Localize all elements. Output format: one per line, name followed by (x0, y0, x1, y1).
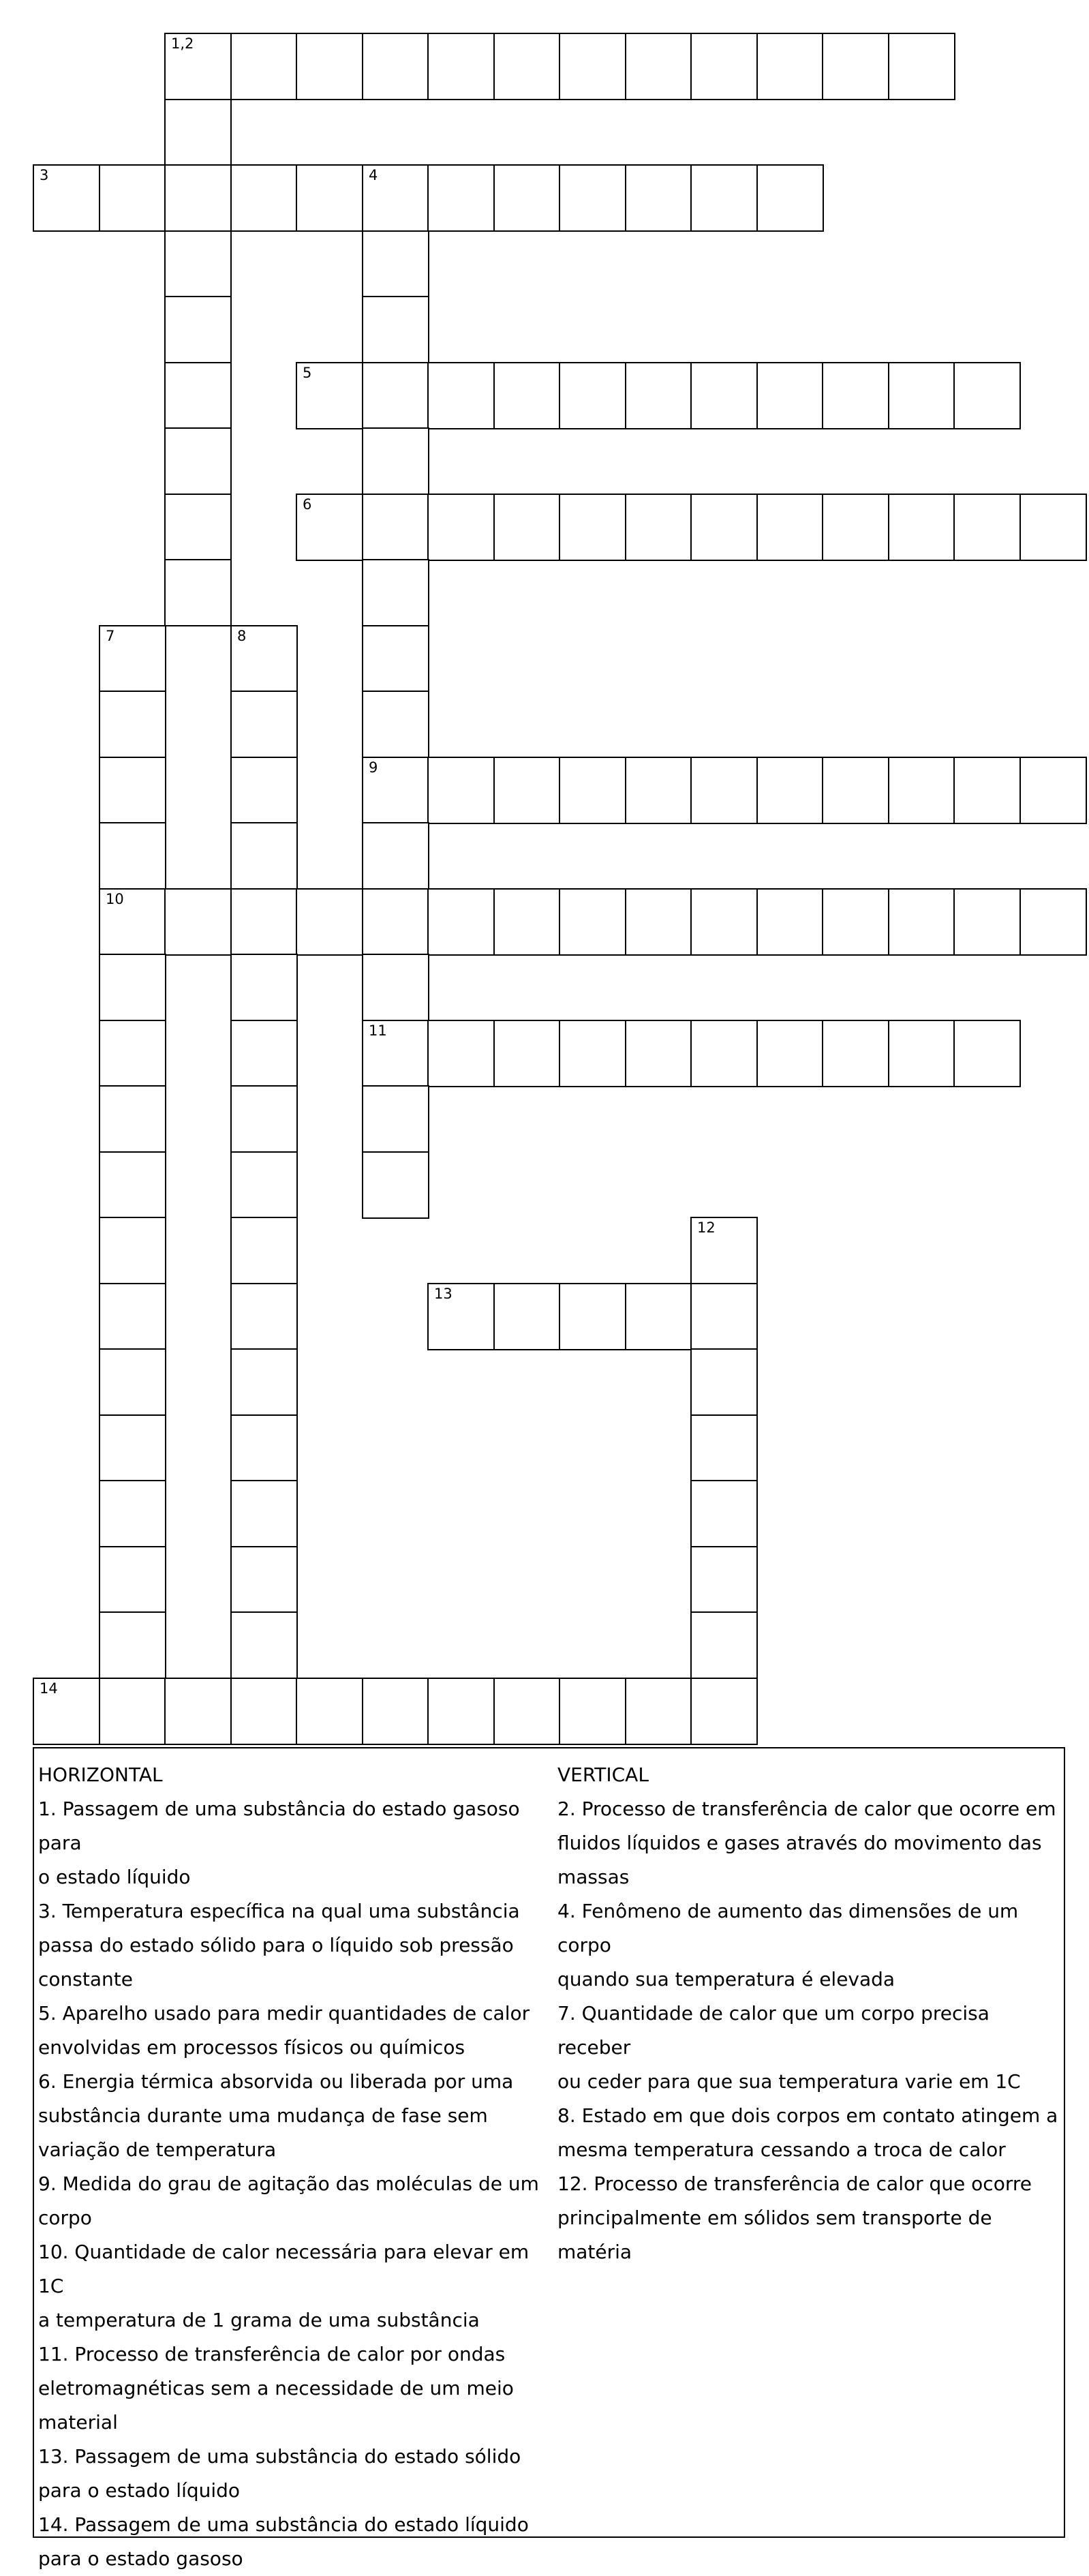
horizontal-clue-line: a temperatura de 1 grama de uma substância (38, 2309, 480, 2331)
horizontal-clue-line: variação de temperatura (38, 2138, 277, 2161)
crossword-cell[interactable] (362, 1085, 429, 1153)
crossword-cell[interactable] (427, 888, 495, 956)
crossword-cell[interactable] (690, 1348, 758, 1416)
crossword-cell[interactable] (99, 1611, 166, 1679)
horizontal-clue-line: o estado líquido (38, 1866, 191, 1888)
crossword-cell[interactable] (493, 33, 561, 100)
crossword-cell[interactable] (164, 296, 232, 363)
crossword-cell[interactable] (99, 1151, 166, 1219)
vertical-clue-line: principalmente em sólidos sem transporte de matéria (557, 2207, 992, 2263)
crossword-cell[interactable] (230, 1414, 298, 1482)
crossword-cell[interactable] (493, 1020, 561, 1087)
horizontal-clue-line: corpo (38, 2207, 92, 2229)
crossword-cell[interactable] (230, 888, 298, 956)
crossword-cell[interactable] (625, 362, 692, 429)
crossword-cell[interactable] (888, 888, 955, 956)
crossword-cell[interactable] (953, 757, 1021, 824)
crossword-cell[interactable] (99, 1085, 166, 1153)
crossword-cell[interactable] (230, 954, 298, 1021)
crossword-cell[interactable] (756, 1020, 824, 1087)
crossword-cell[interactable] (690, 1283, 758, 1350)
crossword-cell[interactable] (888, 757, 955, 824)
crossword-cell[interactable] (99, 757, 166, 824)
clues-box (33, 1747, 1065, 2570)
crossword-cell[interactable] (690, 1414, 758, 1482)
crossword-cell[interactable] (362, 230, 429, 298)
crossword-cell[interactable] (559, 757, 626, 824)
crossword-cell[interactable] (493, 494, 561, 561)
clue-number: 10 (106, 891, 124, 907)
crossword-cell[interactable] (164, 230, 232, 298)
crossword-cell[interactable] (1019, 757, 1087, 824)
crossword-cell[interactable] (99, 1217, 166, 1284)
crossword-cell[interactable] (690, 1546, 758, 1613)
crossword-cell[interactable] (230, 164, 298, 232)
crossword-cell[interactable] (230, 1283, 298, 1350)
crossword-cell[interactable] (362, 296, 429, 363)
crossword-cell[interactable] (625, 1283, 692, 1350)
crossword-cell[interactable] (164, 99, 232, 166)
crossword-cell[interactable] (99, 1020, 166, 1087)
crossword-cell[interactable] (99, 625, 166, 693)
crossword-cell[interactable] (1019, 888, 1087, 956)
horizontal-clue-line: passa do estado sólido para o líquido sob pressão (38, 1934, 514, 1956)
crossword-cell[interactable] (164, 494, 232, 561)
horizontal-clue-line: para o estado líquido (38, 2479, 241, 2502)
crossword-cell[interactable] (690, 362, 758, 429)
clue-number: 6 (303, 496, 312, 513)
crossword-cell[interactable] (164, 888, 232, 956)
crossword-cell[interactable] (559, 1678, 626, 1745)
horizontal-clue-line: 10. Quantidade de calor necessária para elevar em 1C (38, 2241, 530, 2297)
crossword-cell[interactable] (756, 164, 824, 232)
vertical-clue-line: ou ceder para que sua temperatura varie em 1C (557, 2070, 1021, 2093)
crossword-cell[interactable] (99, 1348, 166, 1416)
horizontal-clue-line: 5. Aparelho usado para medir quantidades de calor (38, 2002, 530, 2025)
crossword-cell[interactable] (690, 164, 758, 232)
crossword-cell[interactable] (230, 625, 298, 693)
crossword-cell[interactable] (99, 1678, 166, 1745)
crossword-cell[interactable] (559, 164, 626, 232)
crossword-cell[interactable] (230, 33, 298, 100)
crossword-cell[interactable] (559, 362, 626, 429)
crossword-cell[interactable] (822, 33, 889, 100)
crossword-cell[interactable] (362, 691, 429, 758)
crossword-cell[interactable] (493, 1678, 561, 1745)
crossword-cell[interactable] (888, 494, 955, 561)
clue-number: 11 (369, 1022, 387, 1039)
crossword-cell[interactable] (888, 1020, 955, 1087)
crossword-cell[interactable] (559, 1283, 626, 1350)
crossword-cell[interactable] (230, 1085, 298, 1153)
crossword-cell[interactable] (164, 427, 232, 495)
crossword-cell[interactable] (362, 427, 429, 495)
crossword-cell[interactable] (690, 888, 758, 956)
crossword-cell[interactable] (230, 691, 298, 758)
crossword-cell[interactable] (625, 1020, 692, 1087)
crossword-cell[interactable] (888, 33, 955, 100)
crossword-cell[interactable] (164, 559, 232, 626)
crossword-cell[interactable] (690, 1678, 758, 1745)
crossword-cell[interactable] (33, 1678, 100, 1745)
crossword-cell[interactable] (362, 559, 429, 626)
clue-number: 14 (40, 1680, 58, 1697)
crossword-cell[interactable] (427, 494, 495, 561)
crossword-cell[interactable] (362, 757, 429, 824)
crossword-cell[interactable] (559, 494, 626, 561)
crossword-cell[interactable] (362, 888, 429, 956)
clue-number: 1,2 (171, 35, 194, 52)
horizontal-clue-line: 14. Passagem de uma substância do estado líquido (38, 2513, 529, 2536)
crossword-cell[interactable] (230, 757, 298, 824)
crossword-cell[interactable] (164, 1678, 232, 1745)
crossword-cell[interactable] (296, 494, 363, 561)
horizontal-clue-line: envolvidas em processos físicos ou químicos (38, 2036, 465, 2059)
vertical-clues (557, 1758, 1062, 2269)
crossword-cell[interactable] (493, 888, 561, 956)
horizontal-clue-line: eletromagnéticas sem a necessidade de um meio (38, 2377, 514, 2399)
clue-number: 12 (697, 1219, 716, 1236)
crossword-cell[interactable] (756, 494, 824, 561)
crossword-cell[interactable] (690, 757, 758, 824)
crossword-cell[interactable] (493, 757, 561, 824)
crossword-cell[interactable] (427, 757, 495, 824)
vertical-clue-line: 7. Quantidade de calor que um corpo precisa receber (557, 2002, 990, 2059)
vertical-clue-line: 2. Processo de transferência de calor que ocorre em (557, 1798, 1056, 1820)
crossword-cell[interactable] (625, 1678, 692, 1745)
crossword-cell[interactable] (230, 1480, 298, 1547)
crossword-cell[interactable] (625, 164, 692, 232)
crossword-cell[interactable] (756, 33, 824, 100)
crossword-cell[interactable] (888, 362, 955, 429)
crossword-cell[interactable] (362, 822, 429, 890)
crossword-cell[interactable] (953, 1020, 1021, 1087)
crossword-cell[interactable] (427, 1020, 495, 1087)
crossword-cell[interactable] (99, 1480, 166, 1547)
crossword-cell[interactable] (33, 164, 100, 232)
clue-number: 4 (369, 167, 378, 183)
crossword-cell[interactable] (164, 33, 232, 100)
crossword-cell[interactable] (493, 164, 561, 232)
crossword-cell[interactable] (625, 33, 692, 100)
crossword-cell[interactable] (99, 1546, 166, 1613)
clue-number: 5 (303, 365, 312, 381)
crossword-cell[interactable] (296, 888, 363, 956)
crossword-cell[interactable] (427, 362, 495, 429)
crossword-cell[interactable] (625, 757, 692, 824)
horizontal-clues (38, 1758, 557, 2576)
crossword-cell[interactable] (756, 362, 824, 429)
crossword-cell[interactable] (362, 954, 429, 1021)
horizontal-heading: HORIZONTAL (38, 1763, 163, 1786)
crossword-cell[interactable] (362, 164, 429, 232)
crossword-cell[interactable] (362, 1678, 429, 1745)
crossword-cell[interactable] (362, 494, 429, 561)
crossword-cell[interactable] (493, 1283, 561, 1350)
crossword-cell[interactable] (230, 1546, 298, 1613)
crossword-cell[interactable] (690, 1217, 758, 1284)
crossword-cell[interactable] (296, 1678, 363, 1745)
crossword-cell[interactable] (99, 822, 166, 890)
crossword-cell[interactable] (362, 33, 429, 100)
crossword-cell[interactable] (230, 1678, 298, 1745)
crossword-cell[interactable] (756, 757, 824, 824)
crossword-cell[interactable] (427, 164, 495, 232)
vertical-clue-line: 12. Processo de transferência de calor que ocorre (557, 2172, 1032, 2195)
horizontal-clue-line: 9. Medida do grau de agitação das moléculas de um (38, 2172, 539, 2195)
horizontal-clue-line: 13. Passagem de uma substância do estado sólido (38, 2445, 521, 2468)
vertical-clue-line: 8. Estado em que dois corpos em contato atingem a (557, 2104, 1058, 2127)
crossword-cell[interactable] (690, 1611, 758, 1679)
clue-number: 9 (369, 759, 378, 776)
crossword-cell[interactable] (822, 888, 889, 956)
vertical-clue-line: quando sua temperatura é elevada (557, 1968, 895, 1990)
crossword-cell[interactable] (362, 362, 429, 429)
crossword-cell[interactable] (559, 1020, 626, 1087)
crossword-cell[interactable] (756, 888, 824, 956)
crossword-cell[interactable] (625, 494, 692, 561)
vertical-clue-line: massas (557, 1866, 630, 1888)
crossword-cell[interactable] (230, 1020, 298, 1087)
crossword-cell[interactable] (99, 888, 166, 956)
crossword-cell[interactable] (1019, 494, 1087, 561)
vertical-clue-line: mesma temperatura cessando a troca de calor (557, 2138, 1006, 2161)
crossword-cell[interactable] (99, 1283, 166, 1350)
vertical-heading: VERTICAL (557, 1763, 649, 1786)
crossword-cell[interactable] (99, 164, 166, 232)
crossword-cell[interactable] (690, 1020, 758, 1087)
crossword-cell[interactable] (953, 888, 1021, 956)
crossword-cell[interactable] (230, 1611, 298, 1679)
horizontal-clue-line: substância durante uma mudança de fase sem (38, 2104, 488, 2127)
crossword-cell[interactable] (427, 1678, 495, 1745)
crossword-cell[interactable] (953, 494, 1021, 561)
crossword-cell[interactable] (822, 494, 889, 561)
crossword-cell[interactable] (822, 1020, 889, 1087)
horizontal-clue-line: material (38, 2411, 118, 2434)
crossword-cell[interactable] (427, 1283, 495, 1350)
vertical-clue-line: fluidos líquidos e gases através do movimento das (557, 1832, 1042, 1854)
horizontal-clue-line: 11. Processo de transferência de calor por ondas (38, 2343, 506, 2365)
horizontal-clue-line: 1. Passagem de uma substância do estado gasoso para (38, 1798, 520, 1854)
crossword-cell[interactable] (493, 362, 561, 429)
clue-number: 13 (434, 1286, 453, 1302)
crossword-cell[interactable] (230, 822, 298, 890)
crossword-cell[interactable] (690, 1480, 758, 1547)
crossword-cell[interactable] (362, 625, 429, 693)
crossword-cell[interactable] (230, 1348, 298, 1416)
crossword-cell[interactable] (230, 1151, 298, 1219)
vertical-clue-line: 4. Fenômeno de aumento das dimensões de um corpo (557, 1900, 1019, 1956)
crossword-cell[interactable] (164, 164, 232, 232)
crossword-cell[interactable] (822, 362, 889, 429)
clue-number: 7 (106, 628, 115, 644)
clue-number: 8 (237, 628, 247, 644)
horizontal-clue-line: constante (38, 1968, 133, 1990)
crossword-cell[interactable] (690, 33, 758, 100)
crossword-cell[interactable] (99, 691, 166, 758)
clue-number: 3 (40, 167, 49, 183)
crossword-cell[interactable] (362, 1151, 429, 1219)
crossword-cell[interactable] (230, 1217, 298, 1284)
crossword-cell[interactable] (164, 362, 232, 429)
crossword-cell[interactable] (427, 33, 495, 100)
crossword-cell[interactable] (559, 33, 626, 100)
crossword-cell[interactable] (296, 33, 363, 100)
crossword-cell[interactable] (296, 362, 363, 429)
crossword-cell[interactable] (99, 1414, 166, 1482)
crossword-cell[interactable] (625, 888, 692, 956)
crossword-cell[interactable] (559, 888, 626, 956)
crossword-cell[interactable] (953, 362, 1021, 429)
crossword-cell[interactable] (690, 494, 758, 561)
horizontal-clue-line: 6. Energia térmica absorvida ou liberada por uma (38, 2070, 514, 2093)
crossword-cell[interactable] (99, 954, 166, 1021)
crossword-cell[interactable] (362, 1020, 429, 1087)
crossword-cell[interactable] (822, 757, 889, 824)
horizontal-clue-line: 3. Temperatura específica na qual uma substância (38, 1900, 520, 1922)
horizontal-clue-line: para o estado gasoso (38, 2547, 243, 2570)
crossword-cell[interactable] (296, 164, 363, 232)
